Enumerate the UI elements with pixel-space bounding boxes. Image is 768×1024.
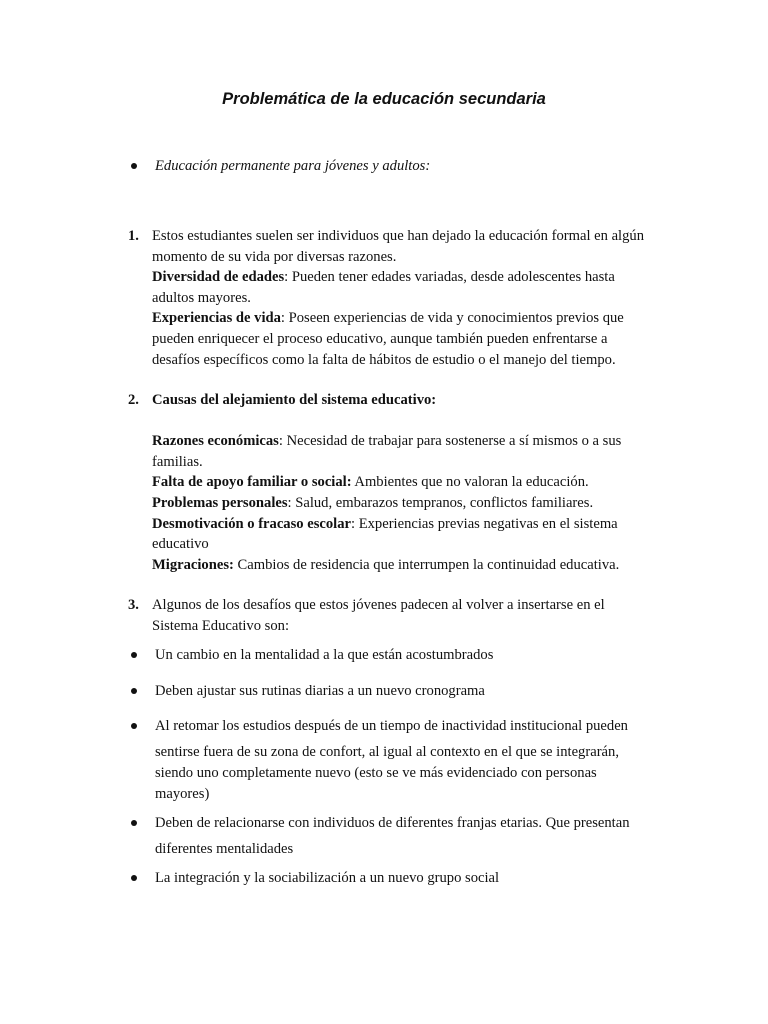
challenge-3-line-3: siendo uno completamente nuevo (esto se ve más evidenciado con personas <box>155 765 597 781</box>
challenge-2: Deben ajustar sus rutinas diarias a un nuevo cronograma <box>155 683 485 699</box>
section-3-intro-line-2: Sistema Educativo son: <box>152 617 290 634</box>
section-2-heading: Causas del alejamiento del sistema educativo: <box>152 392 437 408</box>
document-title: Problemática de la educación secundaria <box>222 90 546 108</box>
falta-apoyo-text: Ambientes que no valoran la educación. <box>351 474 589 491</box>
experiencias-line-2: pueden enriquecer el proceso educativo, aunque también pueden enfrentarse a <box>152 330 608 347</box>
falta-apoyo-line <box>152 472 672 493</box>
experiencias-text: : Poseen experiencias de vida y conocimientos previos que <box>280 310 624 327</box>
desmotivacion-line-2: educativo <box>152 536 209 553</box>
problemas-personales-line <box>152 493 672 514</box>
falta-apoyo-label: Falta de apoyo familiar o social: <box>152 474 352 491</box>
bullet-icon <box>131 723 137 729</box>
diversidad-label: Diversidad de edades <box>152 269 285 286</box>
desmotivacion-label: Desmotivación o fracaso escolar <box>152 515 351 532</box>
razones-economicas-line-2: familias. <box>152 453 203 470</box>
bullet-icon <box>131 652 137 658</box>
problemas-personales-text: : Salud, embarazos tempranos, conflictos familiares. <box>287 494 594 511</box>
bullet-icon <box>131 163 137 169</box>
desmotivacion-text: : Experiencias previas negativas en el sistema <box>351 515 618 532</box>
challenge-3-line-1: Al retomar los estudios después de un tiempo de inactividad institucional pueden <box>155 718 628 734</box>
diversidad-line-2: adultos mayores. <box>152 289 251 306</box>
section-1-intro-line-2: momento de su vida por diversas razones. <box>152 248 397 265</box>
section-1-intro-line-1: Estos estudiantes suelen ser individuos que han dejado la educación formal en algún <box>152 228 644 244</box>
migraciones-line <box>152 555 672 576</box>
experiencias-line <box>152 308 672 329</box>
desmotivacion-line <box>152 514 672 535</box>
section-3-intro <box>152 595 672 636</box>
migraciones-label: Migraciones: <box>152 556 234 573</box>
migraciones-text: Cambios de residencia que interrumpen la continuidad educativa. <box>233 556 620 573</box>
diversidad-text: : Pueden tener edades variadas, desde adolescentes hasta <box>284 269 615 286</box>
razones-economicas-line <box>152 431 672 452</box>
section-1-body <box>152 226 672 370</box>
problemas-personales-label: Problemas personales <box>152 494 288 511</box>
section-2-number: 2. <box>128 392 139 408</box>
section-1-number: 1. <box>128 228 139 244</box>
bullet-icon <box>131 820 137 826</box>
razones-economicas-text: : Necesidad de trabajar para sostenerse a sí mismos o a sus <box>278 433 622 450</box>
diversidad-line <box>152 267 672 288</box>
challenge-3-line-4: mayores) <box>155 786 210 802</box>
challenge-4-line-1: Deben de relacionarse con individuos de diferentes franjas etarias. Que presentan <box>155 815 630 831</box>
section-3-intro-line-1: Algunos de los desafíos que estos jóvenes padecen al volver a insertarse en el <box>152 597 605 613</box>
section-3-number: 3. <box>128 597 139 613</box>
experiencias-label: Experiencias de vida <box>152 310 281 327</box>
razones-economicas-label: Razones económicas <box>152 433 279 450</box>
bullet-icon <box>131 875 137 881</box>
challenge-3-line-2: sentirse fuera de su zona de confort, al igual al contexto en el que se integrarán, <box>155 744 619 760</box>
experiencias-line-3: desafíos específicos como la falta de hábitos de estudio o el manejo del tiempo. <box>152 351 616 368</box>
challenge-4-line-2: diferentes mentalidades <box>155 841 294 857</box>
bullet-icon <box>131 688 137 694</box>
challenge-5: La integración y la sociabilización a un nuevo grupo social <box>155 870 500 886</box>
challenge-1: Un cambio en la mentalidad a la que están acostumbrados <box>155 647 494 663</box>
section-2-body <box>152 390 672 575</box>
subtitle: Educación permanente para jóvenes y adultos: <box>155 158 431 174</box>
